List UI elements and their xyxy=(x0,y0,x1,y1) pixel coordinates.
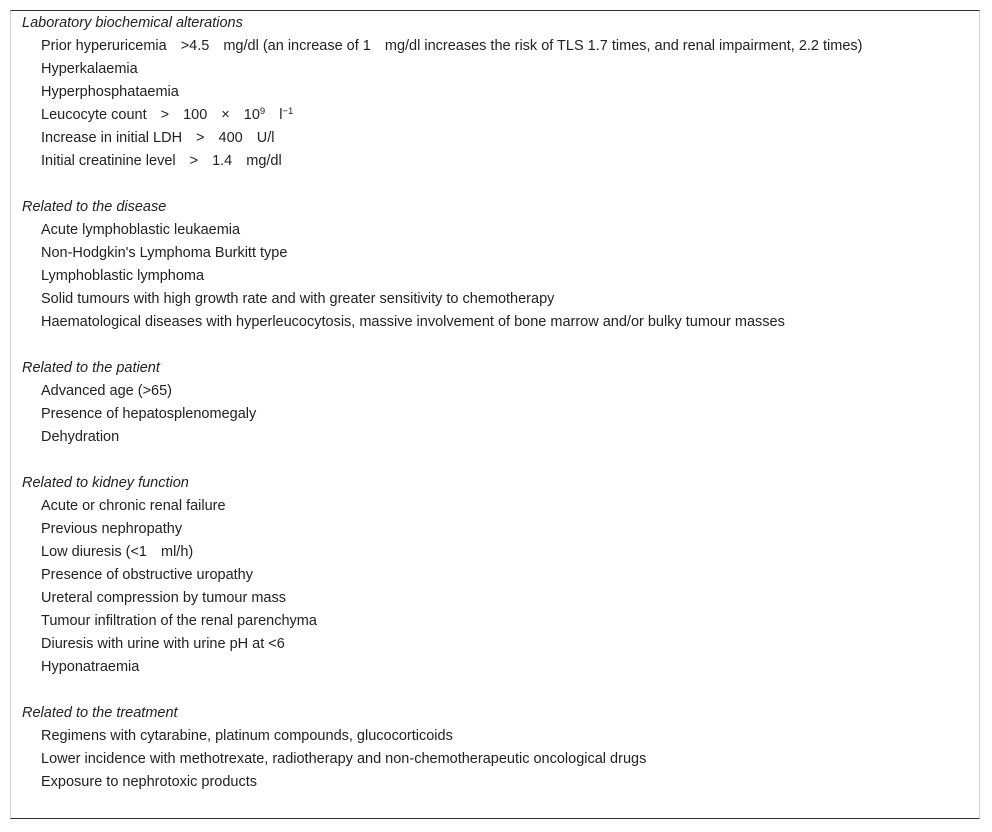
ldh-unit: U/l xyxy=(256,130,275,146)
creatinine-unit: mg/dl xyxy=(246,153,282,169)
leucocyte-unit: l xyxy=(279,107,283,123)
low-diuresis-label: Low diuresis (<1 xyxy=(41,544,147,560)
low-diuresis-unit: ml/h) xyxy=(160,544,194,560)
list-item-low-diuresis xyxy=(22,541,967,564)
list-item-leucocyte-count xyxy=(22,104,967,127)
list-item-hyperphosphataemia: Hyperphosphataemia xyxy=(41,84,179,100)
list-item: Hyponatraemia xyxy=(41,659,140,675)
section-heading-kidney: Related to kidney function xyxy=(22,475,189,491)
hyperuricemia-note-b: mg/dl increases the risk of TLS 1.7 times, and renal impairment, 2.2 times) xyxy=(384,38,863,54)
list-item: Diuresis with urine with urine pH at <6 xyxy=(41,636,285,652)
leucocyte-base: 10 xyxy=(243,107,260,123)
list-item: Acute lymphoblastic leukaemia xyxy=(41,222,241,238)
list-item: Presence of hepatosplenomegaly xyxy=(41,406,257,422)
leucocyte-times: × xyxy=(221,107,230,123)
list-item: Dehydration xyxy=(41,429,120,445)
list-item: Acute or chronic renal failure xyxy=(41,498,226,514)
section-spacer xyxy=(22,334,967,357)
ldh-label: Increase in initial LDH xyxy=(41,130,183,146)
hyperuricemia-note-a: (an increase of 1 xyxy=(262,38,371,54)
ldh-op: > xyxy=(196,130,205,146)
leucocyte-exp: 9 xyxy=(259,106,266,117)
section-heading-patient: Related to the patient xyxy=(22,360,160,376)
section-spacer xyxy=(22,679,967,702)
list-item: Regimens with cytarabine, platinum compounds, glucocorticoids xyxy=(41,728,453,744)
list-item-hyperuricemia xyxy=(22,35,967,58)
leucocyte-unit-exp: −1 xyxy=(282,106,294,117)
section-spacer xyxy=(22,449,967,472)
section-heading-laboratory: Laboratory biochemical alterations xyxy=(22,15,243,31)
list-item: Previous nephropathy xyxy=(41,521,183,537)
list-item: Lower incidence with methotrexate, radiotherapy and non-chemotherapeutic oncological drugs xyxy=(41,751,647,767)
list-item-hyperkalaemia: Hyperkalaemia xyxy=(41,61,138,77)
list-item-ldh xyxy=(22,127,967,150)
list-item: Solid tumours with high growth rate and with greater sensitivity to chemotherapy xyxy=(41,291,555,307)
creatinine-label: Initial creatinine level xyxy=(41,153,176,169)
leucocyte-op: > xyxy=(160,107,170,123)
list-item: Exposure to nephrotoxic products xyxy=(41,774,258,790)
creatinine-value: 1.4 xyxy=(212,153,233,169)
list-item: Haematological diseases with hyperleucocytosis, massive involvement of bone marrow and/or bulky tumour masses xyxy=(41,314,785,330)
section-heading-disease: Related to the disease xyxy=(22,199,167,215)
section-heading-treatment: Related to the treatment xyxy=(22,705,178,721)
hyperuricemia-label: Prior hyperuricemia xyxy=(41,38,167,54)
creatinine-op: > xyxy=(189,153,199,169)
section-spacer xyxy=(22,173,967,196)
leucocyte-value: 100 xyxy=(183,107,208,123)
table-body xyxy=(22,12,967,794)
ldh-value: 400 xyxy=(218,130,243,146)
list-item: Tumour infiltration of the renal parenchyma xyxy=(41,613,317,629)
list-item-creatinine xyxy=(22,150,967,173)
risk-factors-table xyxy=(10,10,980,819)
hyperuricemia-value: >4.5 xyxy=(180,38,210,54)
list-item: Ureteral compression by tumour mass xyxy=(41,590,286,606)
list-item: Presence of obstructive uropathy xyxy=(41,567,253,583)
leucocyte-label: Leucocyte count xyxy=(41,107,147,123)
list-item: Advanced age (>65) xyxy=(41,383,172,399)
list-item: Non-Hodgkin's Lymphoma Burkitt type xyxy=(41,245,288,261)
hyperuricemia-unit: mg/dl xyxy=(223,38,259,54)
list-item: Lymphoblastic lymphoma xyxy=(41,268,205,284)
